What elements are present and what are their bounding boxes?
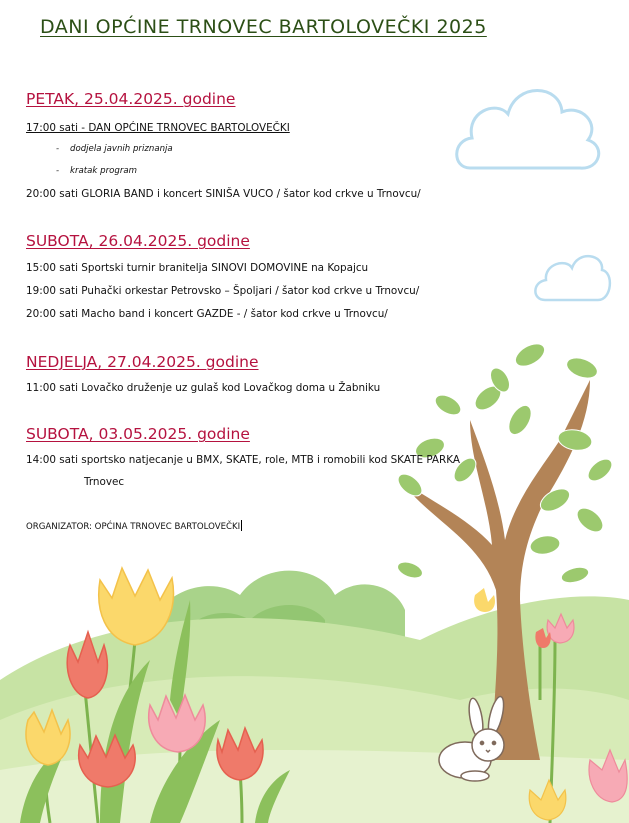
sub-item-label: kratak program	[70, 166, 137, 176]
event-line: 11:00 sati Lovačko druženje uz gulaš kod Lovačkog doma u Žabniku	[26, 382, 381, 394]
event-line: Trnovec	[84, 476, 125, 488]
page-title: DANI OPĆINE TRNOVEC BARTOLOVEČKI 2025	[40, 16, 487, 38]
event-line: 15:00 sati Sportski turnir branitelja SINOVI DOMOVINE na Kopajcu	[26, 262, 369, 274]
sub-item: - kratak program	[56, 166, 137, 176]
sub-item: - dodjela javnih priznanja	[56, 144, 173, 154]
sub-item-label: dodjela javnih priznanja	[70, 144, 173, 154]
event-line: 20:00 sati Macho band i koncert GAZDE - / šator kod crkve u Trnovcu/	[26, 308, 388, 320]
cloud-icon	[457, 91, 599, 169]
event-line: 20:00 sati GLORIA BAND i koncert SINIŠA VUCO / šator kod crkve u Trnovcu/	[26, 188, 421, 200]
day-heading-subota: SUBOTA, 26.04.2025. godine	[26, 232, 250, 250]
day-heading-nedjelja: NEDJELJA, 27.04.2025. godine	[26, 353, 259, 371]
event-line: 19:00 sati Puhački orkestar Petrovsko – Špoljari / šator kod crkve u Trnovcu/	[26, 285, 420, 297]
organizer-label: ORGANIZATOR: OPĆINA TRNOVEC BARTOLOVEČKI	[26, 522, 241, 532]
text-caret	[241, 520, 242, 531]
day-heading-subota-2: SUBOTA, 03.05.2025. godine	[26, 425, 250, 443]
tulip-icon	[474, 588, 495, 612]
cloud-icon	[535, 256, 610, 300]
event-line: 14:00 sati sportsko natjecanje u BMX, SKATE, role, MTB i romobili kod SKATE PARKA	[26, 454, 460, 466]
organizer	[26, 520, 242, 532]
day-heading-petak: PETAK, 25.04.2025. godine	[26, 90, 236, 108]
event-line: 17:00 sati - DAN OPĆINE TRNOVEC BARTOLOVEČKI	[26, 122, 290, 134]
